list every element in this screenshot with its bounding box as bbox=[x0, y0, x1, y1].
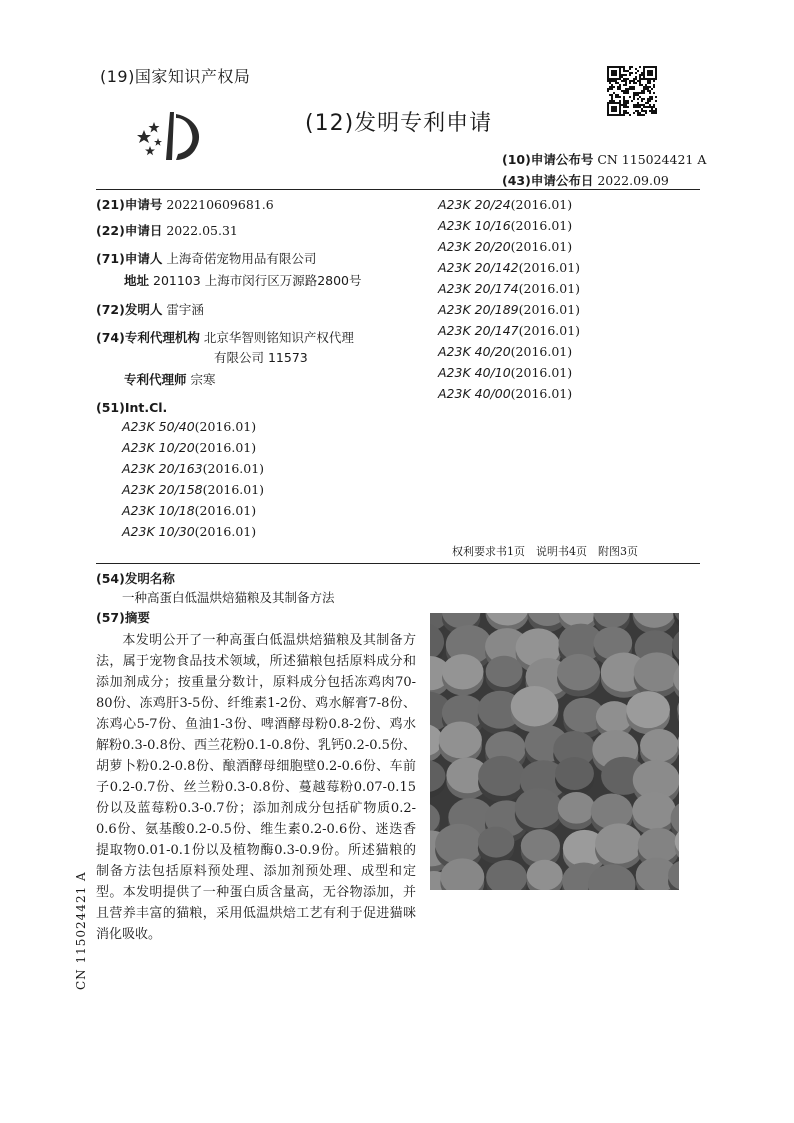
filing-date: 2022.05.31 bbox=[166, 223, 238, 238]
ipc-list-right bbox=[438, 197, 580, 407]
section-divider bbox=[96, 563, 700, 564]
ipc-code: A23K 50/40 bbox=[122, 419, 195, 434]
agent-row bbox=[124, 372, 216, 388]
ipc-version: (2016.01) bbox=[194, 440, 257, 455]
ipc-version: (2016.01) bbox=[518, 302, 581, 317]
ipc-code: A23K 20/158 bbox=[122, 482, 203, 497]
applicant-label: (71)申请人 bbox=[96, 251, 163, 266]
ipc-code: A23K 20/174 bbox=[438, 281, 519, 296]
abstract-body bbox=[96, 630, 416, 945]
invention-title-label: (54)发明名称 bbox=[96, 571, 175, 586]
agency-label: (74)专利代理机构 bbox=[96, 330, 200, 345]
application-number-label: (21)申请号 bbox=[96, 197, 163, 212]
address: 201103 上海市闵行区万源路2800号 bbox=[153, 273, 362, 288]
address-row bbox=[124, 273, 362, 289]
ipc-code: A23K 20/189 bbox=[438, 302, 519, 317]
agency-line1: 北京华智则铭知识产权代理 bbox=[203, 330, 354, 345]
ipc-code: A23K 40/20 bbox=[438, 344, 511, 359]
inventor-row bbox=[96, 302, 204, 318]
ipc-code: A23K 40/10 bbox=[438, 365, 511, 380]
ipc-entry bbox=[438, 197, 580, 218]
agency-row bbox=[96, 330, 354, 346]
publication-number: CN 115024421 A bbox=[597, 152, 707, 167]
ipc-entry bbox=[438, 323, 580, 344]
agent-label: 专利代理师 bbox=[124, 372, 187, 387]
ipc-version: (2016.01) bbox=[518, 281, 581, 296]
applicant: 上海奇偌宠物用品有限公司 bbox=[166, 251, 317, 266]
ipc-entry bbox=[122, 440, 264, 461]
cnipa-logo bbox=[130, 108, 210, 168]
ipc-entry bbox=[122, 461, 264, 482]
document-type: (12)发明专利申请 bbox=[305, 111, 493, 136]
publication-date-row bbox=[502, 171, 669, 189]
intcl-label-text: (51)Int.Cl. bbox=[96, 400, 168, 415]
ipc-entry bbox=[122, 482, 264, 503]
ipc-code: A23K 20/142 bbox=[438, 260, 519, 275]
ipc-version: (2016.01) bbox=[510, 239, 573, 254]
header-divider bbox=[96, 189, 700, 190]
invention-title-label-row bbox=[96, 571, 175, 587]
side-publication-number: CN 115024421 A bbox=[74, 871, 88, 990]
ipc-version: (2016.01) bbox=[510, 344, 573, 359]
applicant-row bbox=[96, 251, 316, 267]
publication-number-label: (10)申请公布号 bbox=[502, 152, 594, 167]
office-name: (19)国家知识产权局 bbox=[100, 67, 251, 86]
application-number: 202210609681.6 bbox=[166, 197, 274, 212]
ipc-code: A23K 10/30 bbox=[122, 524, 195, 539]
ipc-entry bbox=[122, 524, 264, 545]
ipc-code: A23K 20/163 bbox=[122, 461, 203, 476]
agent: 宗寒 bbox=[190, 372, 216, 387]
page-count-info: 权利要求书1页 说明书4页 附图3页 bbox=[452, 545, 638, 558]
address-label: 地址 bbox=[124, 273, 150, 288]
ipc-code: A23K 20/147 bbox=[438, 323, 519, 338]
invention-title: 一种高蛋白低温烘焙猫粮及其制备方法 bbox=[122, 590, 335, 605]
ipc-version: (2016.01) bbox=[202, 461, 265, 476]
ipc-code: A23K 10/16 bbox=[438, 218, 511, 233]
ipc-version: (2016.01) bbox=[510, 218, 573, 233]
abstract-text: 本发明公开了一种高蛋白低温烘焙猫粮及其制备方法，属于宠物食品技术领域，所述猫粮包括原料成分和添加剂成分；按重量分数计，原料成分包括冻鸡肉70-80份、冻鸡肝3-5份、纤维素1-2份、鸡水解膏7-8份、冻鸡心5-7份、鱼油1-3份、啤酒酵母粉0.8-2份、鸡水解粉0.3-0.8份、西兰花粉0.1-0.8份、乳钙0.2-0.5份、胡萝卜粉0.2-0.8份、酿酒酵母细胞壁0.2-0.6份、车前子0.2-0.7份、丝兰粉0.3-0.8份、蔓越莓粉0.07-0.15份以及蓝莓粉0.3-0.7份；添加剂成分包括矿物质0.2-0.6份、氨基酸0.2-0.5份、维生素0.2-0.6份、迷迭香提取物0.01-0.1份以及植物酶0.3-0.9份。所述猫粮的制备方法包括原料预处理、添加剂预处理、成型和定型。本发明提供了一种蛋白质含量高，无谷物添加，并且营养丰富的猫粮，采用低温烘焙工艺有利于促进猫咪消化吸收。 bbox=[96, 633, 416, 942]
ipc-entry bbox=[122, 419, 264, 440]
ipc-version: (2016.01) bbox=[194, 524, 257, 539]
ipc-entry bbox=[438, 344, 580, 365]
publication-date: 2022.09.09 bbox=[597, 173, 669, 188]
inventor: 雷宇涵 bbox=[166, 302, 204, 317]
ipc-version: (2016.01) bbox=[202, 482, 265, 497]
ipc-code: A23K 10/20 bbox=[122, 440, 195, 455]
publication-number-row bbox=[502, 150, 706, 168]
agency-line2: 有限公司 11573 bbox=[214, 350, 308, 365]
ipc-version: (2016.01) bbox=[510, 365, 573, 380]
filing-date-row bbox=[96, 223, 238, 239]
ipc-entry bbox=[438, 302, 580, 323]
ipc-entry bbox=[438, 365, 580, 386]
ipc-version: (2016.01) bbox=[510, 386, 573, 401]
abstract-drawing-photo bbox=[430, 613, 679, 890]
abstract-label-row bbox=[96, 610, 150, 626]
ipc-entry bbox=[438, 386, 580, 407]
ipc-code: A23K 20/20 bbox=[438, 239, 511, 254]
ipc-entry bbox=[438, 239, 580, 260]
qr-code-icon bbox=[607, 66, 657, 116]
ipc-entry bbox=[438, 218, 580, 239]
ipc-entry bbox=[438, 260, 580, 281]
ipc-version: (2016.01) bbox=[518, 260, 581, 275]
publication-date-label: (43)申请公布日 bbox=[502, 173, 594, 188]
ipc-version: (2016.01) bbox=[194, 419, 257, 434]
ipc-code: A23K 20/24 bbox=[438, 197, 511, 212]
ipc-version: (2016.01) bbox=[194, 503, 257, 518]
inventor-label: (72)发明人 bbox=[96, 302, 163, 317]
filing-date-label: (22)申请日 bbox=[96, 223, 163, 238]
ipc-code: A23K 40/00 bbox=[438, 386, 511, 401]
ipc-code: A23K 10/18 bbox=[122, 503, 195, 518]
application-number-row bbox=[96, 197, 274, 213]
ipc-version: (2016.01) bbox=[510, 197, 573, 212]
abstract-label: (57)摘要 bbox=[96, 610, 150, 625]
ipc-list-left bbox=[122, 419, 264, 545]
ipc-entry bbox=[122, 503, 264, 524]
ipc-entry bbox=[438, 281, 580, 302]
ipc-version: (2016.01) bbox=[518, 323, 581, 338]
intcl-label bbox=[96, 400, 167, 416]
